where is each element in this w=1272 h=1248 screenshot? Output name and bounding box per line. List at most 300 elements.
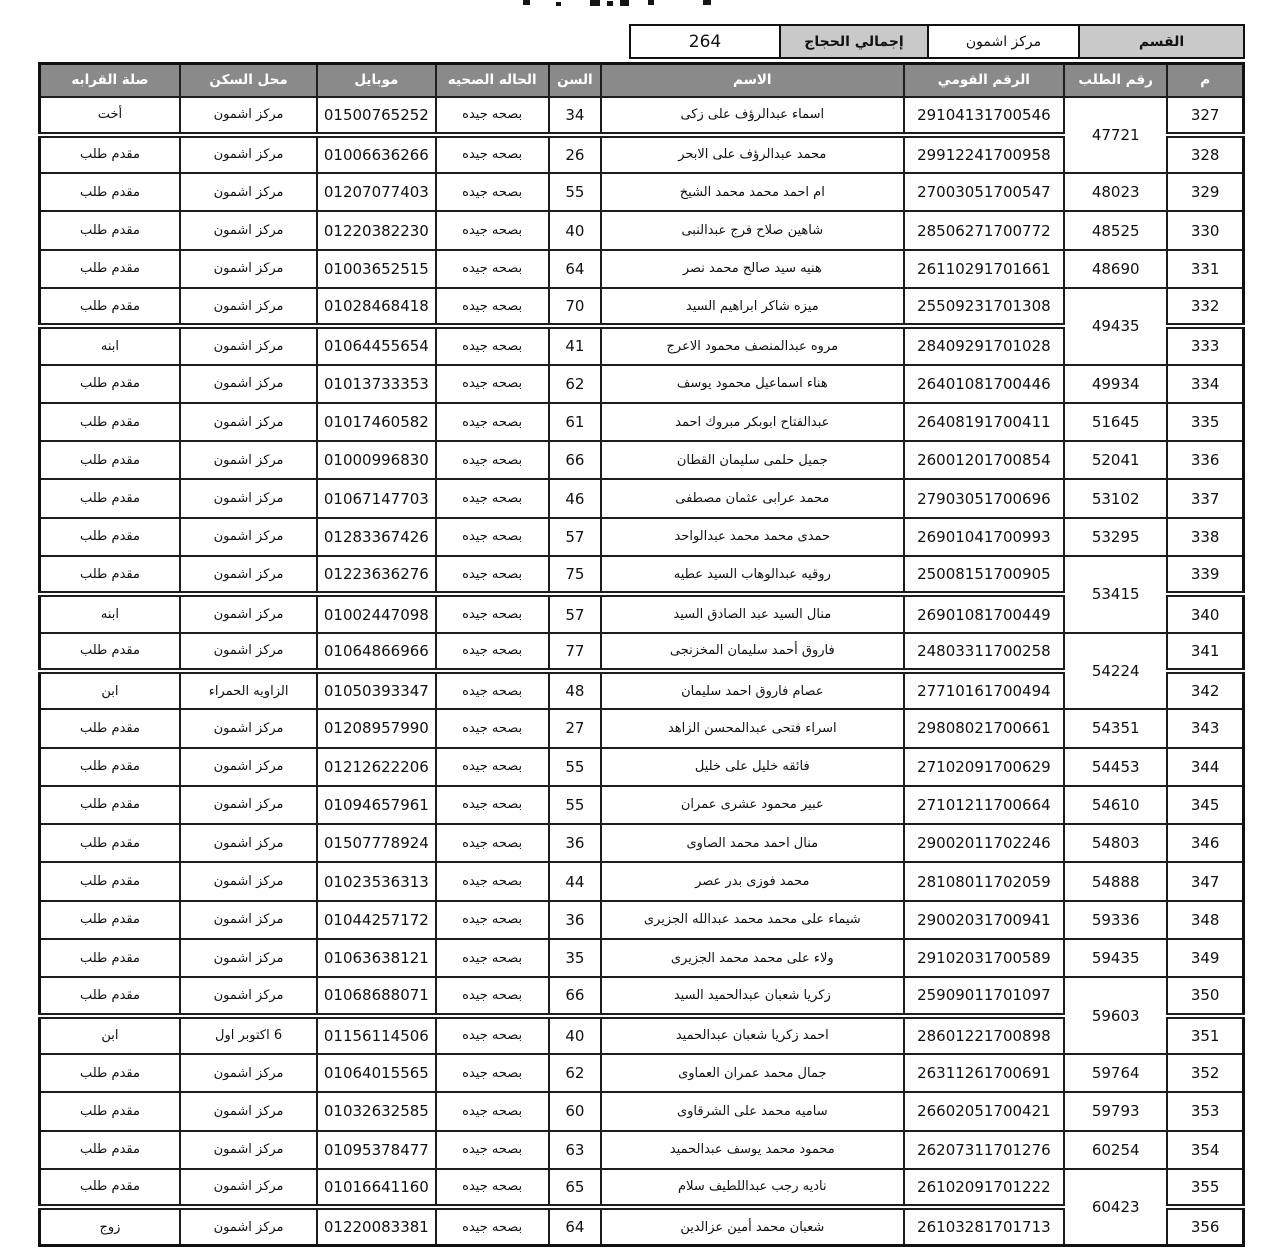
cell-relation: مقدم طلب — [40, 403, 180, 441]
cell-residence: مركز اشمون — [180, 365, 317, 403]
cell-health: بصحه جيده — [436, 671, 549, 709]
cell-mobile: 01208957990 — [317, 709, 435, 747]
cell-age: 36 — [549, 901, 601, 939]
cell-request-no: 59435 — [1064, 939, 1167, 977]
cell-mobile: 01223636276 — [317, 556, 435, 594]
cell-name: ناديه رجب عبداللطيف سلام — [601, 1169, 904, 1207]
cell-serial: 347 — [1167, 862, 1243, 900]
cell-mobile: 01028468418 — [317, 288, 435, 326]
cell-residence: مركز اشمون — [180, 594, 317, 632]
cell-health: بصحه جيده — [436, 403, 549, 441]
department-value: مركز اشمون — [927, 24, 1080, 59]
cell-serial: 355 — [1167, 1169, 1243, 1207]
cell-residence: مركز اشمون — [180, 441, 317, 479]
cell-mobile: 01016641160 — [317, 1169, 435, 1207]
cell-mobile: 01023536313 — [317, 862, 435, 900]
cell-request-no: 59336 — [1064, 901, 1167, 939]
cell-health: بصحه جيده — [436, 479, 549, 517]
cell-name: فائقه خليل على خليل — [601, 748, 904, 786]
cell-name: منال السيد عبد الصادق السيد — [601, 594, 904, 632]
cell-age: 57 — [549, 594, 601, 632]
cell-national-id: 26311261700691 — [904, 1054, 1064, 1092]
total-pilgrims-label: إجمالي الحجاج — [779, 24, 929, 59]
cell-mobile: 01507778924 — [317, 824, 435, 862]
cell-mobile: 01002447098 — [317, 594, 435, 632]
cell-age: 66 — [549, 441, 601, 479]
cell-relation: مقدم طلب — [40, 288, 180, 326]
cell-mobile: 01095378477 — [317, 1131, 435, 1169]
cell-age: 34 — [549, 97, 601, 135]
cell-national-id: 27102091700629 — [904, 748, 1064, 786]
cell-relation: مقدم طلب — [40, 250, 180, 288]
cell-age: 61 — [549, 403, 601, 441]
header-health: الحاله الصحيه — [436, 64, 549, 97]
cell-age: 46 — [549, 479, 601, 517]
cell-name: اسماء عبدالرؤف على زكى — [601, 97, 904, 135]
cell-health: بصحه جيده — [436, 1092, 549, 1130]
cell-mobile: 01064455654 — [317, 326, 435, 364]
cell-health: بصحه جيده — [436, 288, 549, 326]
cell-residence: الزاويه الحمراء — [180, 671, 317, 709]
table-row — [40, 901, 1244, 939]
cell-age: 48 — [549, 671, 601, 709]
cell-age: 65 — [549, 1169, 601, 1207]
cell-residence: مركز اشمون — [180, 748, 317, 786]
header-request-no: رقم الطلب — [1064, 64, 1167, 97]
cell-request-no: 60254 — [1064, 1131, 1167, 1169]
table-row — [40, 824, 1244, 862]
cell-serial: 327 — [1167, 97, 1243, 135]
cell-residence: مركز اشمون — [180, 977, 317, 1015]
cell-serial: 331 — [1167, 250, 1243, 288]
cell-name: هنيه سيد صالح محمد نصر — [601, 250, 904, 288]
table-row — [40, 977, 1244, 1015]
cell-relation: مقدم طلب — [40, 824, 180, 862]
cell-serial: 356 — [1167, 1207, 1243, 1245]
cell-name: فاروق أحمد سليمان المخزنجى — [601, 633, 904, 671]
cell-residence: مركز اشمون — [180, 173, 317, 211]
cell-health: بصحه جيده — [436, 1131, 549, 1169]
cell-national-id: 29002031700941 — [904, 901, 1064, 939]
table-row — [40, 135, 1244, 173]
cell-request-no: 54888 — [1064, 862, 1167, 900]
table-row — [40, 939, 1244, 977]
cell-mobile: 01220083381 — [317, 1207, 435, 1245]
cell-health: بصحه جيده — [436, 633, 549, 671]
cell-residence: مركز اشمون — [180, 1207, 317, 1245]
cell-residence: مركز اشمون — [180, 709, 317, 747]
cell-serial: 349 — [1167, 939, 1243, 977]
cell-relation: مقدم طلب — [40, 748, 180, 786]
cell-request-no: 52041 — [1064, 441, 1167, 479]
header-name: الاسم — [601, 64, 904, 97]
cell-serial: 351 — [1167, 1016, 1243, 1054]
cell-serial: 343 — [1167, 709, 1243, 747]
cell-national-id: 26102091701222 — [904, 1169, 1064, 1207]
cell-name: منال احمد محمد الصاوى — [601, 824, 904, 862]
cell-name: عبدالفتاح ابوبكر مبروك احمد — [601, 403, 904, 441]
cell-mobile: 01044257172 — [317, 901, 435, 939]
cell-mobile: 01003652515 — [317, 250, 435, 288]
header-national-id: الرقم القومي — [904, 64, 1064, 97]
cell-mobile: 01207077403 — [317, 173, 435, 211]
cell-relation: أخت — [40, 97, 180, 135]
cell-health: بصحه جيده — [436, 135, 549, 173]
cell-serial: 330 — [1167, 211, 1243, 249]
cell-residence: مركز اشمون — [180, 939, 317, 977]
cell-relation: مقدم طلب — [40, 135, 180, 173]
table-row — [40, 556, 1244, 594]
cell-mobile: 01064015565 — [317, 1054, 435, 1092]
cell-name: روقيه عبدالوهاب السيد عطيه — [601, 556, 904, 594]
summary-bar — [629, 24, 1245, 59]
cell-serial: 348 — [1167, 901, 1243, 939]
cell-health: بصحه جيده — [436, 939, 549, 977]
cell-residence: مركز اشمون — [180, 633, 317, 671]
cell-serial: 333 — [1167, 326, 1243, 364]
table-row — [40, 403, 1244, 441]
cell-mobile: 01064866966 — [317, 633, 435, 671]
table-row — [40, 518, 1244, 556]
cell-relation: مقدم طلب — [40, 862, 180, 900]
cell-serial: 354 — [1167, 1131, 1243, 1169]
cell-name: هناء اسماعيل محمود يوسف — [601, 365, 904, 403]
cell-age: 55 — [549, 748, 601, 786]
cell-health: بصحه جيده — [436, 824, 549, 862]
cell-request-no: 54224 — [1064, 633, 1167, 710]
cell-residence: مركز اشمون — [180, 824, 317, 862]
header-serial: م — [1167, 64, 1243, 97]
cell-health: بصحه جيده — [436, 365, 549, 403]
cell-health: بصحه جيده — [436, 97, 549, 135]
cell-mobile: 01013733353 — [317, 365, 435, 403]
cell-request-no: 59793 — [1064, 1092, 1167, 1130]
header-relation: صلة القرابه — [40, 64, 180, 97]
cell-name: اسراء فتحى عبدالمحسن الزاهد — [601, 709, 904, 747]
table-row — [40, 671, 1244, 709]
cell-national-id: 27903051700696 — [904, 479, 1064, 517]
table-row — [40, 709, 1244, 747]
cell-age: 62 — [549, 1054, 601, 1092]
cell-national-id: 26001201700854 — [904, 441, 1064, 479]
cell-national-id: 26602051700421 — [904, 1092, 1064, 1130]
table-header — [40, 64, 1244, 97]
cell-national-id: 28409291701028 — [904, 326, 1064, 364]
cell-national-id: 27003051700547 — [904, 173, 1064, 211]
cell-age: 27 — [549, 709, 601, 747]
cell-mobile: 01212622206 — [317, 748, 435, 786]
cell-serial: 345 — [1167, 786, 1243, 824]
table-row — [40, 479, 1244, 517]
cell-health: بصحه جيده — [436, 901, 549, 939]
cell-health: بصحه جيده — [436, 1016, 549, 1054]
table-row — [40, 1207, 1244, 1245]
cell-name: شاهين صلاح فرج عبدالنبى — [601, 211, 904, 249]
cell-residence: مركز اشمون — [180, 326, 317, 364]
cell-age: 44 — [549, 862, 601, 900]
cell-national-id: 26110291701661 — [904, 250, 1064, 288]
cell-age: 40 — [549, 1016, 601, 1054]
cell-health: بصحه جيده — [436, 748, 549, 786]
cell-age: 64 — [549, 1207, 601, 1245]
cell-serial: 341 — [1167, 633, 1243, 671]
table-row — [40, 594, 1244, 632]
cell-national-id: 29912241700958 — [904, 135, 1064, 173]
cell-national-id: 25008151700905 — [904, 556, 1064, 594]
cell-age: 36 — [549, 824, 601, 862]
cell-mobile: 01283367426 — [317, 518, 435, 556]
cell-age: 77 — [549, 633, 601, 671]
table-row — [40, 441, 1244, 479]
cell-national-id: 28506271700772 — [904, 211, 1064, 249]
cell-residence: مركز اشمون — [180, 288, 317, 326]
cell-name: حمدى محمد محمد عبدالواحد — [601, 518, 904, 556]
cell-serial: 353 — [1167, 1092, 1243, 1130]
cell-relation: زوج — [40, 1207, 180, 1245]
cell-residence: 6 اكتوبر اول — [180, 1016, 317, 1054]
cell-health: بصحه جيده — [436, 977, 549, 1015]
cell-health: بصحه جيده — [436, 441, 549, 479]
cell-age: 40 — [549, 211, 601, 249]
cell-relation: مقدم طلب — [40, 441, 180, 479]
cell-request-no: 59764 — [1064, 1054, 1167, 1092]
cell-relation: مقدم طلب — [40, 173, 180, 211]
cell-relation: مقدم طلب — [40, 556, 180, 594]
cell-age: 26 — [549, 135, 601, 173]
cell-request-no: 54803 — [1064, 824, 1167, 862]
cell-request-no: 47721 — [1064, 97, 1167, 174]
cell-national-id: 29002011702246 — [904, 824, 1064, 862]
cell-mobile: 01067147703 — [317, 479, 435, 517]
table-row — [40, 1054, 1244, 1092]
cell-relation: ابن — [40, 1016, 180, 1054]
cell-relation: ابن — [40, 671, 180, 709]
cell-relation: مقدم طلب — [40, 977, 180, 1015]
cell-national-id: 28601221700898 — [904, 1016, 1064, 1054]
cell-serial: 342 — [1167, 671, 1243, 709]
cell-request-no: 49934 — [1064, 365, 1167, 403]
cell-serial: 338 — [1167, 518, 1243, 556]
cell-name: عصام فاروق احمد سليمان — [601, 671, 904, 709]
cell-age: 55 — [549, 786, 601, 824]
cell-age: 62 — [549, 365, 601, 403]
cell-residence: مركز اشمون — [180, 211, 317, 249]
cell-mobile: 01050393347 — [317, 671, 435, 709]
cell-request-no: 60423 — [1064, 1169, 1167, 1246]
cell-request-no: 59603 — [1064, 977, 1167, 1054]
cell-name: جميل حلمى سليمان القطان — [601, 441, 904, 479]
cell-request-no: 54351 — [1064, 709, 1167, 747]
table-row — [40, 97, 1244, 135]
cell-residence: مركز اشمون — [180, 479, 317, 517]
cell-health: بصحه جيده — [436, 1169, 549, 1207]
cell-name: محمد فوزى بدر عصر — [601, 862, 904, 900]
cell-mobile: 01032632585 — [317, 1092, 435, 1130]
cell-national-id: 27710161700494 — [904, 671, 1064, 709]
cell-relation: مقدم طلب — [40, 633, 180, 671]
cell-residence: مركز اشمون — [180, 135, 317, 173]
table-row — [40, 1092, 1244, 1130]
cell-relation: مقدم طلب — [40, 1054, 180, 1092]
cell-mobile: 01094657961 — [317, 786, 435, 824]
cell-relation: مقدم طلب — [40, 479, 180, 517]
cell-age: 75 — [549, 556, 601, 594]
cell-request-no: 53295 — [1064, 518, 1167, 556]
cell-national-id: 25909011701097 — [904, 977, 1064, 1015]
cell-health: بصحه جيده — [436, 862, 549, 900]
cell-national-id: 29102031700589 — [904, 939, 1064, 977]
cell-health: بصحه جيده — [436, 1054, 549, 1092]
cell-mobile: 01000996830 — [317, 441, 435, 479]
cell-relation: مقدم طلب — [40, 786, 180, 824]
cell-national-id: 24803311700258 — [904, 633, 1064, 671]
cell-serial: 350 — [1167, 977, 1243, 1015]
cell-residence: مركز اشمون — [180, 403, 317, 441]
cell-name: محمد عرابى عثمان مصطفى — [601, 479, 904, 517]
cell-health: بصحه جيده — [436, 709, 549, 747]
cell-health: بصحه جيده — [436, 518, 549, 556]
cell-age: 64 — [549, 250, 601, 288]
cell-relation: مقدم طلب — [40, 939, 180, 977]
cell-residence: مركز اشمون — [180, 556, 317, 594]
cell-health: بصحه جيده — [436, 173, 549, 211]
cell-residence: مركز اشمون — [180, 1131, 317, 1169]
cell-age: 55 — [549, 173, 601, 211]
cell-relation: مقدم طلب — [40, 709, 180, 747]
cell-request-no: 53415 — [1064, 556, 1167, 633]
cell-relation: ابنه — [40, 326, 180, 364]
cell-request-no: 54610 — [1064, 786, 1167, 824]
table-row — [40, 211, 1244, 249]
cell-relation: مقدم طلب — [40, 1092, 180, 1130]
cell-serial: 344 — [1167, 748, 1243, 786]
cell-relation: مقدم طلب — [40, 518, 180, 556]
cell-request-no: 48023 — [1064, 173, 1167, 211]
cell-name: ساميه محمد على الشرقاوى — [601, 1092, 904, 1130]
cell-name: زكريا شعبان عبدالحميد السيد — [601, 977, 904, 1015]
table-row — [40, 1169, 1244, 1207]
table-row — [40, 633, 1244, 671]
cell-health: بصحه جيده — [436, 786, 549, 824]
cell-health: بصحه جيده — [436, 326, 549, 364]
cell-age: 57 — [549, 518, 601, 556]
header-age: السن — [549, 64, 601, 97]
cell-serial: 328 — [1167, 135, 1243, 173]
cell-request-no: 49435 — [1064, 288, 1167, 365]
cell-national-id: 29104131700546 — [904, 97, 1064, 135]
cell-health: بصحه جيده — [436, 1207, 549, 1245]
cell-request-no: 48525 — [1064, 211, 1167, 249]
cell-request-no: 51645 — [1064, 403, 1167, 441]
cell-national-id: 26103281701713 — [904, 1207, 1064, 1245]
cell-residence: مركز اشمون — [180, 1054, 317, 1092]
table-row — [40, 1016, 1244, 1054]
cell-age: 70 — [549, 288, 601, 326]
table-row — [40, 250, 1244, 288]
cell-mobile: 01500765252 — [317, 97, 435, 135]
cell-age: 66 — [549, 977, 601, 1015]
table-container — [38, 62, 1245, 1247]
cell-national-id: 26401081700446 — [904, 365, 1064, 403]
table-header-row — [40, 64, 1244, 97]
department-label: القسم — [1078, 24, 1245, 59]
cell-serial: 329 — [1167, 173, 1243, 211]
cell-relation: مقدم طلب — [40, 901, 180, 939]
cell-name: عبير محمود عشرى عمران — [601, 786, 904, 824]
header-mobile: موبايل — [317, 64, 435, 97]
pilgrims-table-body — [40, 97, 1244, 1246]
cell-residence: مركز اشمون — [180, 786, 317, 824]
cell-age: 63 — [549, 1131, 601, 1169]
table-row — [40, 748, 1244, 786]
cell-residence: مركز اشمون — [180, 1169, 317, 1207]
cell-name: مروه عبدالمنصف محمود الاعرج — [601, 326, 904, 364]
cell-age: 60 — [549, 1092, 601, 1130]
cell-national-id: 28108011702059 — [904, 862, 1064, 900]
cell-mobile: 01006636266 — [317, 135, 435, 173]
cell-name: ميزه شاكر ابراهيم السيد — [601, 288, 904, 326]
cell-serial: 334 — [1167, 365, 1243, 403]
cell-name: محمود محمد يوسف عبدالحميد — [601, 1131, 904, 1169]
cell-mobile: 01156114506 — [317, 1016, 435, 1054]
cell-request-no: 48690 — [1064, 250, 1167, 288]
cell-name: جمال محمد عمران العماوى — [601, 1054, 904, 1092]
cell-serial: 340 — [1167, 594, 1243, 632]
pilgrims-table — [38, 62, 1245, 1247]
cell-relation: مقدم طلب — [40, 365, 180, 403]
cell-relation: ابنه — [40, 594, 180, 632]
cell-national-id: 26901041700993 — [904, 518, 1064, 556]
table-row — [40, 365, 1244, 403]
cell-serial: 339 — [1167, 556, 1243, 594]
table-row — [40, 862, 1244, 900]
table-row — [40, 1131, 1244, 1169]
cell-health: بصحه جيده — [436, 594, 549, 632]
cell-relation: مقدم طلب — [40, 1169, 180, 1207]
cell-name: احمد زكريا شعبان عبدالحميد — [601, 1016, 904, 1054]
cell-residence: مركز اشمون — [180, 250, 317, 288]
cell-name: ام احمد محمد محمد الشيخ — [601, 173, 904, 211]
cell-name: شعبان محمد أمين عزالدين — [601, 1207, 904, 1245]
cell-residence: مركز اشمون — [180, 901, 317, 939]
cell-mobile: 01063638121 — [317, 939, 435, 977]
cell-national-id: 26901081700449 — [904, 594, 1064, 632]
cell-serial: 352 — [1167, 1054, 1243, 1092]
cell-request-no: 54453 — [1064, 748, 1167, 786]
cell-name: شيماء على محمد محمد عبدالله الجزيرى — [601, 901, 904, 939]
cell-serial: 336 — [1167, 441, 1243, 479]
cell-residence: مركز اشمون — [180, 97, 317, 135]
cell-serial: 332 — [1167, 288, 1243, 326]
cell-national-id: 29808021700661 — [904, 709, 1064, 747]
cell-national-id: 26207311701276 — [904, 1131, 1064, 1169]
cell-age: 35 — [549, 939, 601, 977]
table-row — [40, 173, 1244, 211]
cell-relation: مقدم طلب — [40, 211, 180, 249]
cell-name: محمد عبدالرؤف على الابحر — [601, 135, 904, 173]
table-row — [40, 786, 1244, 824]
cell-mobile: 01220382230 — [317, 211, 435, 249]
cell-age: 41 — [549, 326, 601, 364]
cell-serial: 337 — [1167, 479, 1243, 517]
cell-residence: مركز اشمون — [180, 1092, 317, 1130]
cell-mobile: 01017460582 — [317, 403, 435, 441]
cell-health: بصحه جيده — [436, 211, 549, 249]
cell-national-id: 25509231701308 — [904, 288, 1064, 326]
cell-national-id: 26408191700411 — [904, 403, 1064, 441]
table-row — [40, 288, 1244, 326]
header-residence: محل السكن — [180, 64, 317, 97]
